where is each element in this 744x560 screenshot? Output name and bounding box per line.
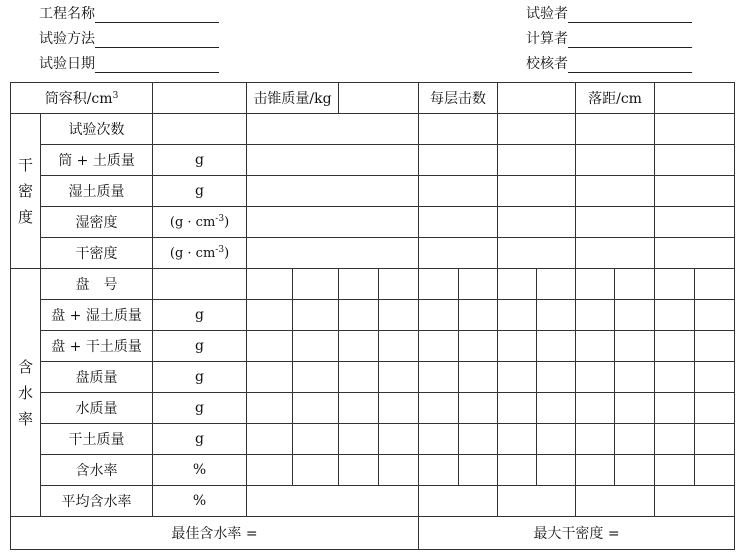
data-cell[interactable] <box>498 238 576 269</box>
data-cell[interactable] <box>247 362 293 393</box>
data-cell[interactable] <box>655 207 735 238</box>
data-cell[interactable] <box>247 300 293 331</box>
row-label-dry-soil-mass: 干土质量 <box>41 424 153 455</box>
data-cell[interactable] <box>247 207 419 238</box>
data-cell[interactable] <box>498 331 537 362</box>
drop-height-value[interactable] <box>655 83 735 114</box>
field-checker[interactable] <box>568 57 692 73</box>
data-cell[interactable] <box>247 424 293 455</box>
data-cell[interactable] <box>498 486 576 517</box>
data-cell[interactable] <box>247 238 419 269</box>
data-cell[interactable] <box>695 269 735 300</box>
data-cell[interactable] <box>293 424 339 455</box>
data-cell[interactable] <box>247 114 419 145</box>
data-cell[interactable] <box>247 455 293 486</box>
cone-mass-label: 击锥质量/kg <box>247 83 339 114</box>
cylinder-volume-value[interactable] <box>153 83 247 114</box>
data-cell[interactable] <box>419 207 498 238</box>
optimum-water-content-field[interactable]: 最佳含水率 = <box>11 517 419 550</box>
summary-row <box>11 517 735 550</box>
data-cell[interactable] <box>293 331 339 362</box>
data-cell[interactable] <box>498 362 537 393</box>
row-label-dish-dry-soil-mass: 盘 + 干土质量 <box>41 331 153 362</box>
data-cell[interactable] <box>615 300 655 331</box>
row-unit: $(g \cdot cm^{-3})$ <box>153 238 247 269</box>
data-cell[interactable] <box>247 331 293 362</box>
row-unit <box>153 114 247 145</box>
data-cell[interactable] <box>695 455 735 486</box>
row-unit: g <box>153 393 247 424</box>
cylinder-volume-label: 筒容积$/cm^3$ <box>11 83 153 114</box>
header-calculator <box>526 30 692 48</box>
data-cell[interactable] <box>419 145 498 176</box>
data-cell[interactable] <box>576 145 655 176</box>
data-cell[interactable] <box>537 455 576 486</box>
data-cell[interactable] <box>247 486 419 517</box>
max-dry-density-field[interactable]: 最大干密度 = <box>419 517 735 550</box>
header-test-date <box>39 55 219 73</box>
data-cell[interactable] <box>615 331 655 362</box>
data-cell[interactable] <box>459 362 498 393</box>
data-cell[interactable] <box>379 300 419 331</box>
row-unit: % <box>153 455 247 486</box>
row-label-dry-density: 干密度 <box>41 238 153 269</box>
data-cell[interactable] <box>498 393 537 424</box>
row-unit: g <box>153 424 247 455</box>
row-unit: g <box>153 300 247 331</box>
table-row <box>11 207 735 238</box>
row-unit: g <box>153 176 247 207</box>
field-project-name[interactable] <box>95 7 219 23</box>
header-checker <box>526 55 692 73</box>
data-cell[interactable] <box>576 362 615 393</box>
label-tester: 试验者 <box>526 6 568 22</box>
drop-height-label: 落距/cm <box>576 83 655 114</box>
data-cell[interactable] <box>339 393 379 424</box>
data-cell[interactable] <box>379 455 419 486</box>
data-cell[interactable] <box>419 455 459 486</box>
blows-per-layer-label: 每层击数 <box>419 83 498 114</box>
table-row <box>11 331 735 362</box>
data-cell[interactable] <box>576 331 615 362</box>
data-cell[interactable] <box>576 176 655 207</box>
field-test-date[interactable] <box>95 57 219 73</box>
row-label-dish-wet-soil-mass: 盘 + 湿土质量 <box>41 300 153 331</box>
data-cell[interactable] <box>498 207 576 238</box>
data-cell[interactable] <box>459 300 498 331</box>
data-cell[interactable] <box>498 424 537 455</box>
data-cell[interactable] <box>459 393 498 424</box>
row-unit: $(g \cdot cm^{-3})$ <box>153 207 247 238</box>
data-cell[interactable] <box>498 176 576 207</box>
row-label-wet-soil-mass: 湿土质量 <box>41 176 153 207</box>
data-cell[interactable] <box>655 238 735 269</box>
row-label-water-content: 含水率 <box>41 455 153 486</box>
data-cell[interactable] <box>419 300 459 331</box>
data-cell[interactable] <box>419 424 459 455</box>
row-label-test-number: 试验次数 <box>41 114 153 145</box>
data-cell[interactable] <box>537 331 576 362</box>
compaction-test-table <box>10 82 735 550</box>
data-cell[interactable] <box>247 145 419 176</box>
data-cell[interactable] <box>379 331 419 362</box>
data-cell[interactable] <box>655 486 735 517</box>
data-cell[interactable] <box>339 424 379 455</box>
data-cell[interactable] <box>576 393 615 424</box>
row-label-dish-number: 盘 号 <box>41 269 153 300</box>
data-cell[interactable] <box>293 455 339 486</box>
data-cell[interactable] <box>339 331 379 362</box>
data-cell[interactable] <box>655 176 735 207</box>
field-tester[interactable] <box>568 7 692 23</box>
data-cell[interactable] <box>459 424 498 455</box>
data-cell[interactable] <box>615 424 655 455</box>
data-cell[interactable] <box>379 393 419 424</box>
label-checker: 校核者 <box>526 56 568 72</box>
data-cell[interactable] <box>339 269 379 300</box>
data-cell[interactable] <box>419 362 459 393</box>
row-unit: g <box>153 145 247 176</box>
data-cell[interactable] <box>419 238 498 269</box>
data-cell[interactable] <box>379 362 419 393</box>
data-cell[interactable] <box>576 455 615 486</box>
table-row <box>11 424 735 455</box>
label-project-name: 工程名称 <box>39 6 95 22</box>
data-cell[interactable] <box>537 300 576 331</box>
field-calculator[interactable] <box>568 32 692 48</box>
data-cell[interactable] <box>655 114 735 145</box>
data-cell[interactable] <box>498 269 537 300</box>
data-cell[interactable] <box>615 455 655 486</box>
data-cell[interactable] <box>247 176 419 207</box>
data-cell[interactable] <box>655 331 695 362</box>
group-label-water-content: 含 水 率 <box>11 269 41 517</box>
table-row <box>11 486 735 517</box>
cone-mass-value[interactable] <box>339 83 419 114</box>
data-cell[interactable] <box>339 455 379 486</box>
data-cell[interactable] <box>419 176 498 207</box>
data-cell[interactable] <box>459 455 498 486</box>
data-cell[interactable] <box>576 269 615 300</box>
data-cell[interactable] <box>339 362 379 393</box>
data-cell[interactable] <box>576 486 655 517</box>
data-cell[interactable] <box>498 145 576 176</box>
table-row <box>11 238 735 269</box>
data-cell[interactable] <box>576 300 615 331</box>
data-cell[interactable] <box>695 331 735 362</box>
data-cell[interactable] <box>655 455 695 486</box>
header-test-method <box>39 30 219 48</box>
row-unit <box>153 269 247 300</box>
data-cell[interactable] <box>655 362 695 393</box>
data-cell[interactable] <box>293 269 339 300</box>
info-row <box>11 83 735 114</box>
data-cell[interactable] <box>695 424 735 455</box>
data-cell[interactable] <box>498 114 576 145</box>
blows-per-layer-value[interactable] <box>498 83 576 114</box>
header-project-name <box>39 5 219 23</box>
data-cell[interactable] <box>615 362 655 393</box>
data-cell[interactable] <box>655 145 735 176</box>
data-cell[interactable] <box>655 300 695 331</box>
data-cell[interactable] <box>247 393 293 424</box>
data-cell[interactable] <box>379 269 419 300</box>
data-cell[interactable] <box>695 300 735 331</box>
table-row <box>11 362 735 393</box>
data-cell[interactable] <box>419 331 459 362</box>
data-cell[interactable] <box>339 300 379 331</box>
row-unit: g <box>153 362 247 393</box>
data-cell[interactable] <box>655 424 695 455</box>
data-cell[interactable] <box>459 331 498 362</box>
data-cell[interactable] <box>293 362 339 393</box>
data-cell[interactable] <box>576 114 655 145</box>
row-unit: % <box>153 486 247 517</box>
table-row <box>11 455 735 486</box>
data-cell[interactable] <box>537 424 576 455</box>
data-cell[interactable] <box>419 486 498 517</box>
data-cell[interactable] <box>498 300 537 331</box>
label-calculator: 计算者 <box>526 31 568 47</box>
field-test-method[interactable] <box>95 32 219 48</box>
row-label-water-mass: 水质量 <box>41 393 153 424</box>
data-cell[interactable] <box>498 455 537 486</box>
row-label-wet-density: 湿密度 <box>41 207 153 238</box>
data-cell[interactable] <box>293 300 339 331</box>
group-label-dry-density: 干 密 度 <box>11 114 41 269</box>
data-cell[interactable] <box>695 393 735 424</box>
label-test-date: 试验日期 <box>39 56 95 72</box>
data-cell[interactable] <box>576 238 655 269</box>
label-test-method: 试验方法 <box>39 31 95 47</box>
table-row <box>11 176 735 207</box>
data-cell[interactable] <box>615 393 655 424</box>
data-cell[interactable] <box>537 393 576 424</box>
data-cell[interactable] <box>459 269 498 300</box>
data-cell[interactable] <box>419 269 459 300</box>
data-cell[interactable] <box>655 269 695 300</box>
row-label-dish-mass: 盘质量 <box>41 362 153 393</box>
data-cell[interactable] <box>247 269 293 300</box>
header-tester <box>526 5 692 23</box>
data-cell[interactable] <box>695 362 735 393</box>
table-row <box>11 300 735 331</box>
row-unit: g <box>153 331 247 362</box>
data-cell[interactable] <box>419 114 498 145</box>
data-cell[interactable] <box>419 393 459 424</box>
data-cell[interactable] <box>615 269 655 300</box>
data-cell[interactable] <box>293 393 339 424</box>
data-cell[interactable] <box>537 269 576 300</box>
data-cell[interactable] <box>576 424 615 455</box>
table-row <box>11 114 735 145</box>
data-cell[interactable] <box>379 424 419 455</box>
row-label-average-water-content: 平均含水率 <box>41 486 153 517</box>
data-cell[interactable] <box>576 207 655 238</box>
data-cell[interactable] <box>537 362 576 393</box>
table-row <box>11 269 735 300</box>
table-row <box>11 393 735 424</box>
row-label-cylinder-soil-mass: 筒 + 土质量 <box>41 145 153 176</box>
table-row <box>11 145 735 176</box>
data-cell[interactable] <box>655 393 695 424</box>
